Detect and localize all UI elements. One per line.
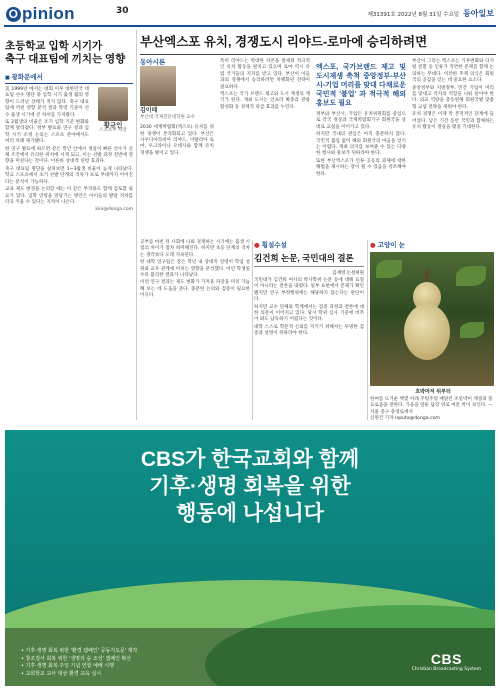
photo-text: 한여름 뜨거운 햇볕 아래 주렁주렁 매달린 조롱박이 계절의 풍요로움을 전한다. 가을을 앞둔 담장 위로 여문 박이 보인다. —서울 중구 충정로에서 [370, 397, 493, 415]
cbs-logo [412, 651, 481, 672]
column-divider [136, 30, 137, 420]
column-section-text: 횡설수설 [261, 241, 287, 249]
right-col-c [412, 59, 494, 179]
ad-item: • 기후·생명 회복 위한 '환경 캠페인' 공동기도문' 제작 [21, 648, 138, 654]
main-title: 부산엑스포 유치, 경쟁도시 리야드-로마에 승리하려면 [140, 30, 496, 55]
page-number: 30 [116, 6, 129, 16]
bullet-icon: ● [254, 241, 260, 249]
right-paragraph: 특히 리야드는 막대한 자본을 앞세워 적극적인 유치 활동을 펼치고 있으며 로마 역시 유럽 국가들의 지지를 받고 있다. 부산이 이들과의 경쟁에서 승리하려면 차별화된 전략이 필요하다. [220, 59, 310, 90]
left-title-line2: 축구 대표팀에 끼치는 영향 [5, 53, 126, 65]
right-column [140, 30, 496, 230]
column-author: 김재영 논설위원 [332, 271, 364, 276]
gourd-bottom [404, 304, 450, 360]
left-paragraph: 美 1999년 에서는 대회 이후 대한민국 대표팀 선수 명단 중 입학 시기 출생 월의 영향이 드러난 상태가 적지 않다. 축구 대표팀에 끼친 영향 분석 결과 학령 기준이 선수 출생 시기에 큰 차이를 가져왔다. [5, 87, 89, 118]
author-photo [98, 87, 128, 121]
column-title: 김건희 논문, 국민대의 결론 [254, 252, 364, 267]
left-body [5, 87, 133, 206]
bottom-paragraph: 한 대학 연구팀은 같은 학년 내 상대적 연령이 학업 성취와 교우 관계에 미치는 영향을 분석했다. 어린 학생일수록 불리한 결과가 나타났다. [140, 260, 250, 279]
pull-quote: 엑스포, 국가브랜드 제고 및 도시재생 축척 중앙정부-부산시-기업 머리를 맞대 다채로운 국민적 '붐업' 과 적극적 해외 홍보도 필요 [316, 64, 406, 107]
right-paragraph: 정부와 부산시, 기업은 유치위원회를 중심으로 각국 정상과 국제박람회기구 회원국을 상대로 교섭을 이어가고 있다. [316, 112, 406, 130]
column-section-label [254, 240, 364, 249]
column-body [254, 278, 364, 338]
right-paragraph: 하지만 국내의 관심은 아직 충분하지 않다. 국민적 붐업 없이 해외 회원국의 마음을 얻기는 어렵다. 개최 의지를 보여줄 수 있는 다양한 행사와 홍보가 뒤따라야 한다. [316, 132, 406, 157]
bullet-icon: ● [370, 241, 376, 249]
logo-letter: O [6, 7, 21, 22]
left-title-line1: 초등학교 입학 시기가 [5, 40, 103, 52]
leaf-shape [456, 266, 486, 286]
column-paragraph: 국민대가 김건희 여사의 박사학위 논문 등에 대해 표절이 아니라는 결론을 내렸다. 일부 표현에서 문제가 확인됐지만 연구 부정행위에는 해당하지 않는다는 판단이다. [254, 278, 364, 303]
left-column [5, 30, 133, 420]
photo-section-label [370, 240, 496, 249]
author-name: 황규인 [103, 121, 123, 129]
author-role: 스포츠부 차장 [99, 128, 127, 134]
issue-info [368, 8, 494, 19]
pillar-org: 동아시론 [140, 58, 166, 66]
photo-credit: 신원건 기자 laputa@donga.com [370, 416, 440, 422]
column-paragraph: 하지만 교수 단체와 학계에서는 검증 과정과 결론에 대한 의문이 이어지고 있다. 당시 학위 심사 기준에 비추어 봐도 납득하기 어렵다는 것이다. [254, 304, 364, 323]
author-box [93, 87, 133, 135]
photo-caption: 호박마저 뒤부터 [415, 389, 451, 395]
section-logo [6, 4, 75, 24]
column-divider [252, 240, 253, 420]
ad-headline [5, 446, 495, 527]
left-paragraph: 한 연구 발표에 따르면 같은 학년 안에서 생일이 빠른 선수가 신체 조건에서 유리한 위치에 서게 되고, 이는 선발 과정 전반에 영향을 미친다는 것이다. 이른바 상대적 연령 효과다. [5, 146, 133, 165]
left-paragraph: 교육 제도 변경을 논의할 때는 이 같은 부작용도 함께 검토할 필요가 있다. 입학 연령을 앞당기는 방안은 아이들의 발달 격차를 더욱 키울 수 있다는 지적이 나온다. [5, 187, 133, 205]
column-divider [367, 240, 368, 420]
bottom-col-2 [254, 240, 364, 420]
ad-item-list [21, 648, 137, 678]
left-email[interactable]: kini@donga.com [95, 207, 133, 213]
ad-item: • 기후·생명 회복 주일 기념 연합 예배 시행 [21, 663, 114, 669]
ad-headline-line: 행동에 나섭니다 [176, 502, 324, 525]
logo-text: pinion [22, 4, 75, 23]
left-section-label: ■ 광화문에서 [5, 72, 133, 84]
right-paragraph: 엑스포는 국가 브랜드 제고와 도시 재생의 계기가 된다. 개최 도시는 인프라 확충과 관광 활성화 등 경제적 파급 효과를 누린다. [220, 92, 310, 110]
left-paragraph: 축구 대표팀 명단을 살펴보면 1~3월생 비율이 높게 나타났다. 학교 스포츠에서 초기 선발 단계의 격차가 프로 무대까지 이어진다는 분석이 가능하다. [5, 166, 133, 185]
pillar-role: 부산대 국제전문대학원 교수 [140, 114, 196, 120]
left-paragraph: 또 2월생의 비율은 조기 입학 기준 변화와 함께 달라졌다. 정부 발표와 연구 결과 입학 시기 조정 논의는 스포츠 분야에서도 여러 차례 제기됐다. [5, 120, 89, 145]
right-paragraph: 2030 세계박람회(엑스포) 유치를 위한 경쟁이 본격화되고 있다. 부산은 사우디아라비아 리야드, 이탈리아 로마, 우크라이나 오데사와 함께 유치 경쟁을 벌이고 있다. [140, 125, 214, 156]
paper-name: 동아일보 [463, 9, 494, 18]
cbs-logo-sub: Christian Broadcasting System [411, 667, 481, 672]
bottom-paragraph: 공부를 마친 뒤 사회에 나와 경쟁하는 시기에는 출생 시점의 차이가 점차 희미해진다. 하지만 초등 단계의 격차는 생각보다 오래 지속된다. [140, 240, 250, 258]
ad-item: • 창조질서 회복 위한 '생명의 숲 조성' 캠페인 확산 [21, 655, 132, 662]
right-col-b [316, 59, 406, 179]
right-columns [140, 59, 496, 179]
leaf-shape [460, 322, 484, 338]
right-paragraph: 중앙정부와 지방정부, 민간 기업이 머리를 맞대고 각자의 역할을 나눠 맡아야 한다. 외교 역량을 총동원해 회원국별 맞춤형 교섭 전략을 세워야 한다. [412, 85, 494, 110]
bottom-col-3 [370, 240, 496, 420]
right-paragraph: 또한 부산엑스포가 인류 공동의 과제에 대한 해법을 제시하는 장이 될 수 있음을 강조해야 한다. [316, 158, 406, 177]
gourd-photo [370, 252, 494, 386]
cbs-advertisement[interactable] [5, 430, 495, 686]
bottom-paragraph: 이런 연구 결과는 제도 변화가 가져올 파장을 미리 가늠해 보는 데 도움을 준다. 충분한 논의와 검증이 필요한 이유다. [140, 280, 250, 299]
issue-date: 제31391호 2022년 8월 31일 수요일 [367, 12, 460, 18]
bottom-col-1 [140, 240, 250, 420]
leaf-shape [376, 260, 402, 278]
pillar-name: 김이태 [140, 107, 158, 115]
photo-section-text: 고양이 눈 [377, 241, 406, 249]
ad-headline-line: 기후·생명 회복을 위한 [149, 475, 351, 498]
page-header [0, 0, 500, 28]
ad-item: • 교회학교 교사 대상 환경 교육 실시 [21, 670, 102, 677]
right-paragraph: 부산이 그리는 엑스포는 기후변화와 디지털 전환 등 인류가 직면한 문제를 함께 논의하는 무대다. 이러한 주제 의식은 회원국의 공감을 얻는 데 중요한 요소다. [412, 59, 494, 84]
right-col-a [220, 59, 310, 179]
ad-headline-line: CBS가 한국교회와 함께 [140, 448, 360, 471]
cbs-logo-mark: CBS [430, 651, 462, 667]
header-rule [4, 25, 496, 27]
pillar-column [140, 59, 214, 179]
right-paragraph: 유치 경쟁은 이제 막 본격적인 단계에 들어섰다. 남은 기간 동안 국민과 함께하는 유치 활동이 결실을 맺길 기대한다. [412, 112, 494, 131]
pillar-photo [140, 66, 176, 106]
column-paragraph: 대학 스스로 학문적 신뢰를 지키기 위해서는 투명한 검증과 설명이 뒤따라야 한다. [254, 324, 364, 337]
